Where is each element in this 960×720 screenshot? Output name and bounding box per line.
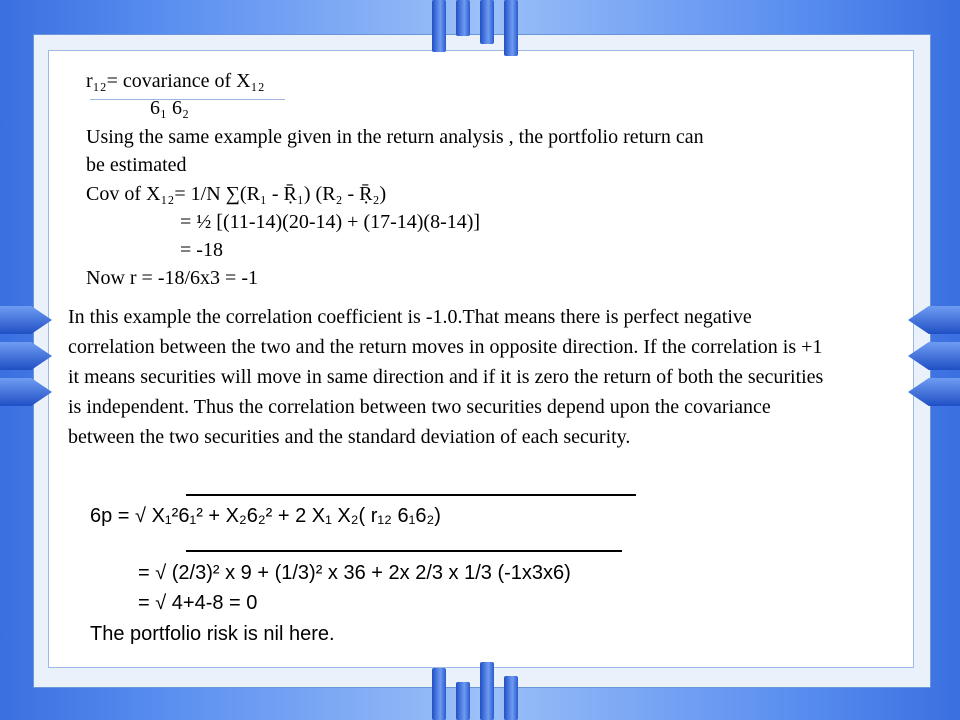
correlation-result: Now r = -18/6x3 = -1 (86, 267, 258, 289)
bottom-tab-decoration (504, 676, 518, 720)
covariance-formula: Cov of X₁₂= 1/N ∑(R₁ - Ṝ₁) (R₂ - Ṝ₂) (86, 183, 387, 205)
bottom-tab-decoration (456, 682, 470, 720)
bottom-tab-decoration (480, 662, 494, 720)
portfolio-risk-formula: 6p = √ X₁²6₁² + X₂6₂² + 2 X₁ X₂( r₁₂ 6₁6₂) (90, 505, 441, 527)
covariance-calculation: = ½ [(11-14)(20-14) + (17-14)(8-14)] (180, 211, 481, 233)
correlation-denominator: 6₁ 6₂ (150, 97, 189, 119)
square-root-bar (186, 494, 636, 496)
correlation-formula: r₁₂= covariance of X₁₂ (86, 70, 265, 92)
explanation-paragraph: In this example the correlation coefficient is -1.0.That means there is perfect negative correlation between the two and the return moves in opposite direction. If the correlation is +1 it means securities will move in same direction and if it is zero the return of both the securities is independent. Thus the correlation between two securities depend upon the covariance between the two securities and the standard deviation of each security. (68, 306, 824, 448)
portfolio-risk-result: = √ 4+4-8 = 0 (138, 592, 258, 614)
bottom-tab-decoration (432, 668, 446, 720)
example-text-continued: be estimated (86, 154, 187, 176)
top-tab-decoration (432, 0, 446, 52)
covariance-result: = -18 (180, 239, 223, 261)
square-root-bar (186, 550, 622, 552)
portfolio-risk-conclusion: The portfolio risk is nil here. (90, 623, 335, 645)
example-text: Using the same example given in the return analysis , the portfolio return can (86, 126, 704, 148)
portfolio-risk-substitution: = √ (2/3)² x 9 + (1/3)² x 36 + 2x 2/3 x 1/3 (-1x3x6) (138, 562, 571, 584)
top-tab-decoration (504, 0, 518, 56)
top-tab-decoration (456, 0, 470, 36)
top-tab-decoration (480, 0, 494, 44)
